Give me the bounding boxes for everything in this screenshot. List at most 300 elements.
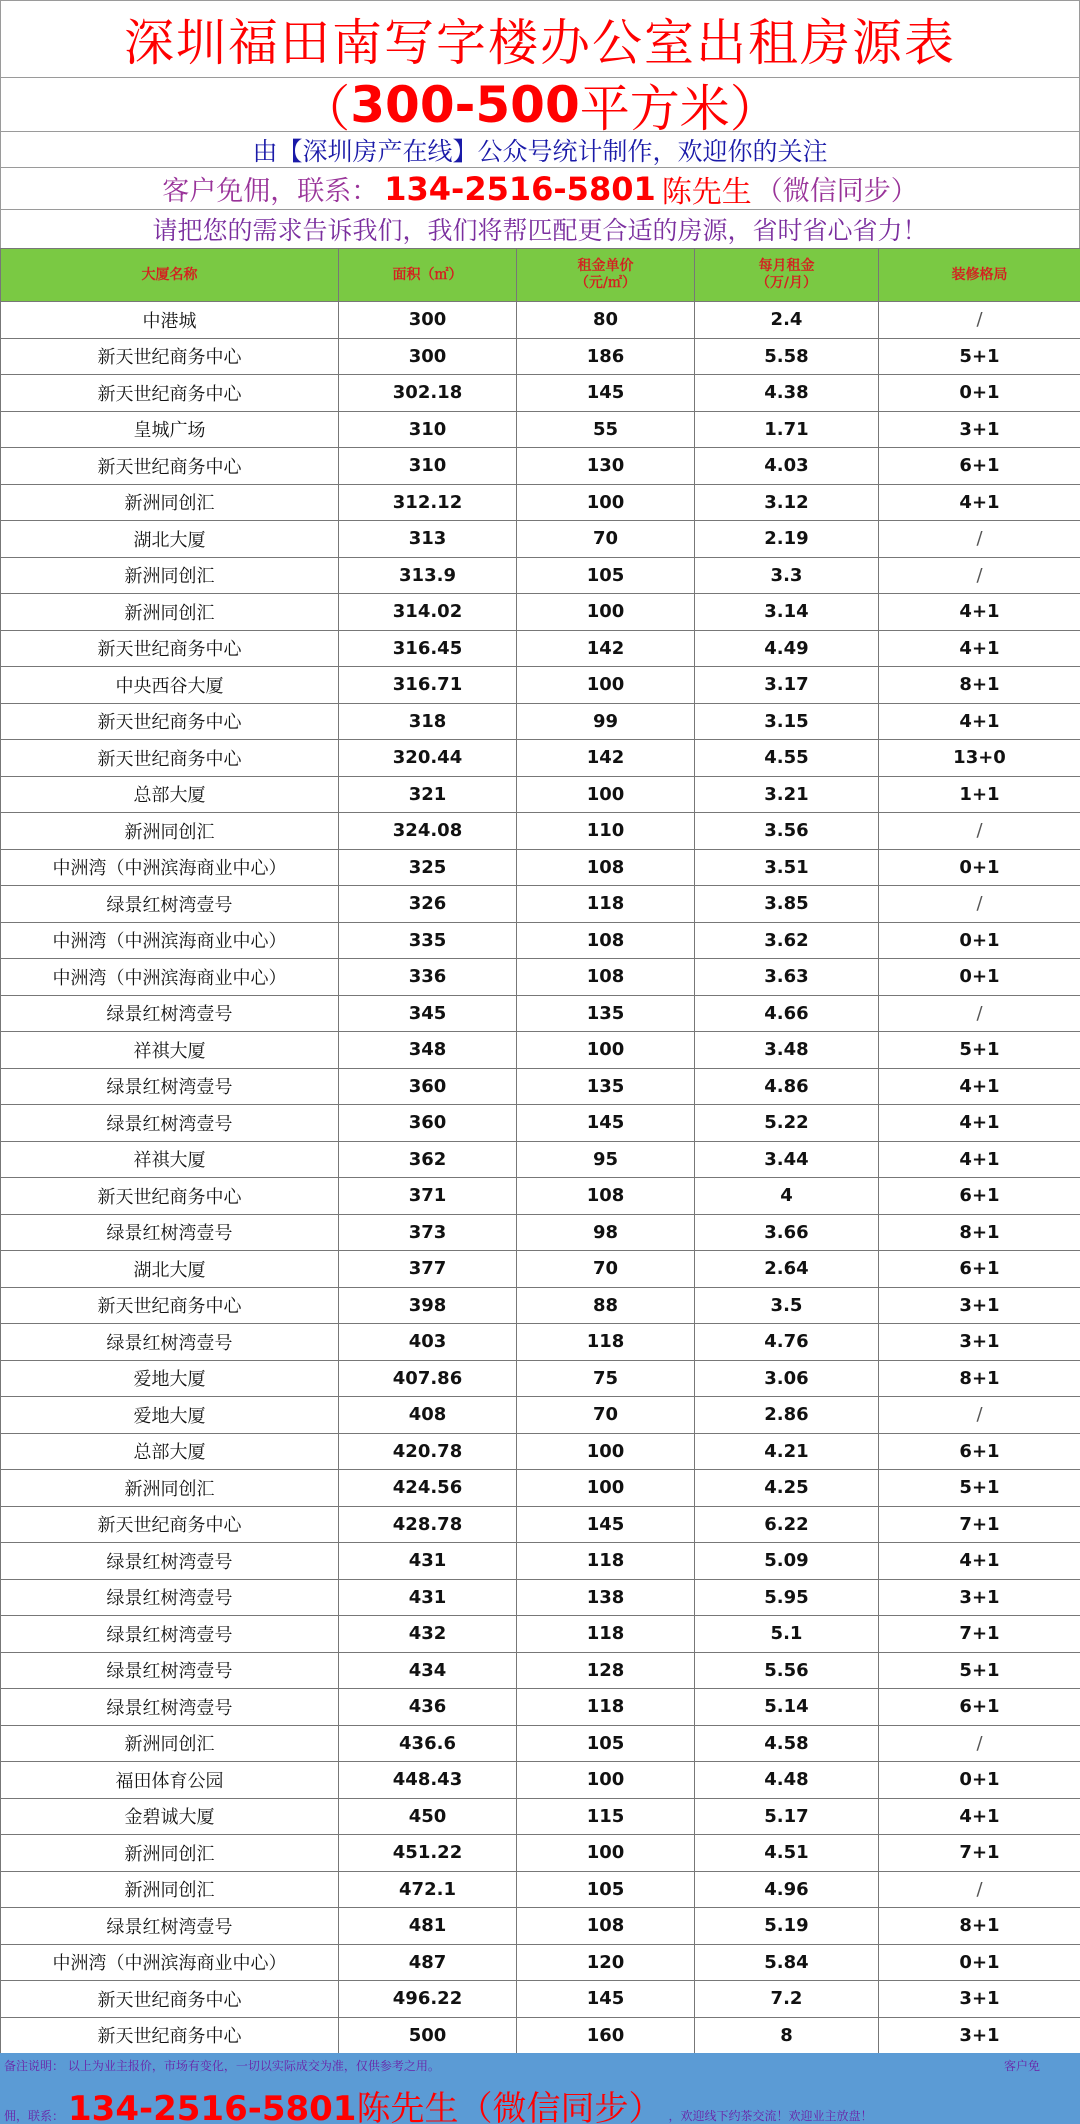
cell-unit-price: 142 — [517, 740, 695, 777]
cell-monthly-rent: 5.84 — [695, 1944, 879, 1981]
table-row — [1, 1798, 1080, 1835]
cell-unit-price: 145 — [517, 1105, 695, 1142]
cell-layout: 8+1 — [879, 1360, 1080, 1397]
cell-monthly-rent: 2.86 — [695, 1397, 879, 1434]
cell-area: 432 — [339, 1616, 517, 1653]
cell-area: 431 — [339, 1579, 517, 1616]
cell-area: 407.86 — [339, 1360, 517, 1397]
cell-building-name: 新天世纪商务中心 — [1, 630, 339, 667]
cell-monthly-rent: 3.48 — [695, 1032, 879, 1069]
table-row — [1, 922, 1080, 959]
footer-contact-line — [4, 2081, 872, 2124]
cell-monthly-rent: 5.95 — [695, 1579, 879, 1616]
cell-unit-price: 115 — [517, 1798, 695, 1835]
table-row — [1, 1324, 1080, 1361]
cell-monthly-rent: 5.56 — [695, 1652, 879, 1689]
col-header-price-line1: 租金单价 — [577, 258, 634, 274]
table-row — [1, 630, 1080, 667]
cell-area: 377 — [339, 1251, 517, 1288]
cell-unit-price: 100 — [517, 1835, 695, 1872]
cell-layout: 3+1 — [879, 411, 1080, 448]
cell-layout: 0+1 — [879, 375, 1080, 412]
cell-monthly-rent: 3.21 — [695, 776, 879, 813]
table-row — [1, 1360, 1080, 1397]
cell-building-name: 新天世纪商务中心 — [1, 448, 339, 485]
col-header-area-text: 面积（㎡） — [392, 266, 463, 283]
table-row — [1, 776, 1080, 813]
table-row — [1, 813, 1080, 850]
cell-layout: 7+1 — [879, 1506, 1080, 1543]
col-header-name-text: 大厦名称 — [141, 266, 198, 283]
cell-unit-price: 100 — [517, 1470, 695, 1507]
cell-monthly-rent: 3.56 — [695, 813, 879, 850]
cell-building-name: 新天世纪商务中心 — [1, 1506, 339, 1543]
cell-layout: 4+1 — [879, 1798, 1080, 1835]
col-header-area — [339, 249, 517, 302]
table-row — [1, 1762, 1080, 1799]
cell-unit-price: 142 — [517, 630, 695, 667]
cell-area: 320.44 — [339, 740, 517, 777]
table-row — [1, 1141, 1080, 1178]
cell-monthly-rent: 3.62 — [695, 922, 879, 959]
cell-area: 336 — [339, 959, 517, 996]
cell-monthly-rent: 5.1 — [695, 1616, 879, 1653]
col-header-price — [517, 249, 695, 302]
cell-unit-price: 110 — [517, 813, 695, 850]
cell-unit-price: 145 — [517, 1981, 695, 2018]
cell-layout: 4+1 — [879, 630, 1080, 667]
cell-layout: 3+1 — [879, 1981, 1080, 2018]
cell-area: 325 — [339, 849, 517, 886]
cell-layout: 6+1 — [879, 448, 1080, 485]
cell-monthly-rent: 5.19 — [695, 1908, 879, 1945]
cell-building-name: 绿景红树湾壹号 — [1, 1616, 339, 1653]
cell-monthly-rent: 5.58 — [695, 338, 879, 375]
contact-line — [0, 168, 1080, 210]
cell-building-name: 绿景红树湾壹号 — [1, 1689, 339, 1726]
cell-layout: 4+1 — [879, 594, 1080, 631]
cell-area: 345 — [339, 995, 517, 1032]
cell-area: 316.45 — [339, 630, 517, 667]
cell-area: 434 — [339, 1652, 517, 1689]
table-row — [1, 1506, 1080, 1543]
cell-building-name: 金碧诚大厦 — [1, 1798, 339, 1835]
col-header-layout — [879, 249, 1080, 302]
cell-monthly-rent: 7.2 — [695, 1981, 879, 2018]
table-row — [1, 849, 1080, 886]
cell-monthly-rent: 3.17 — [695, 667, 879, 704]
cell-area: 450 — [339, 1798, 517, 1835]
cell-unit-price: 118 — [517, 1616, 695, 1653]
cell-monthly-rent: 2.64 — [695, 1251, 879, 1288]
cell-unit-price: 55 — [517, 411, 695, 448]
cell-building-name: 祥祺大厦 — [1, 1141, 339, 1178]
cell-layout: / — [879, 557, 1080, 594]
area-range-title — [0, 78, 1080, 132]
table-row — [1, 1725, 1080, 1762]
cell-building-name: 绿景红树湾壹号 — [1, 1652, 339, 1689]
cell-building-name: 新天世纪商务中心 — [1, 338, 339, 375]
cell-monthly-rent: 4.76 — [695, 1324, 879, 1361]
table-row — [1, 411, 1080, 448]
cell-monthly-rent: 1.71 — [695, 411, 879, 448]
cell-unit-price: 88 — [517, 1287, 695, 1324]
cell-monthly-rent: 5.14 — [695, 1689, 879, 1726]
cell-unit-price: 160 — [517, 2017, 695, 2054]
cell-area: 321 — [339, 776, 517, 813]
table-row — [1, 1470, 1080, 1507]
cell-layout: 4+1 — [879, 703, 1080, 740]
footer-phone[interactable]: 134-2516-5801 — [68, 2089, 357, 2124]
table-row — [1, 1214, 1080, 1251]
footer-contact-suffix: ，欢迎线下约茶交流！欢迎业主放盘！ — [668, 2109, 873, 2123]
cell-unit-price: 118 — [517, 1543, 695, 1580]
cell-unit-price: 70 — [517, 1251, 695, 1288]
table-row — [1, 1944, 1080, 1981]
cell-building-name: 绿景红树湾壹号 — [1, 1324, 339, 1361]
cell-layout: 4+1 — [879, 484, 1080, 521]
cell-layout: 4+1 — [879, 1068, 1080, 1105]
table-row — [1, 667, 1080, 704]
cell-unit-price: 108 — [517, 922, 695, 959]
cell-building-name: 新洲同创汇 — [1, 1470, 339, 1507]
cell-area: 314.02 — [339, 594, 517, 631]
cell-layout: 3+1 — [879, 1579, 1080, 1616]
table-row — [1, 1287, 1080, 1324]
table-row — [1, 448, 1080, 485]
cell-unit-price: 99 — [517, 703, 695, 740]
cell-area: 300 — [339, 302, 517, 339]
col-header-rent-line1: 每月租金 — [758, 258, 815, 274]
cell-layout: 3+1 — [879, 2017, 1080, 2054]
cell-building-name: 爱地大厦 — [1, 1360, 339, 1397]
cell-layout: 5+1 — [879, 1032, 1080, 1069]
cell-unit-price: 98 — [517, 1214, 695, 1251]
cell-layout: / — [879, 813, 1080, 850]
cell-building-name: 新洲同创汇 — [1, 1871, 339, 1908]
cell-area: 371 — [339, 1178, 517, 1215]
cell-layout: 8+1 — [879, 1908, 1080, 1945]
table-row — [1, 521, 1080, 558]
cell-unit-price: 70 — [517, 1397, 695, 1434]
cell-building-name: 新天世纪商务中心 — [1, 1178, 339, 1215]
table-row — [1, 959, 1080, 996]
cell-unit-price: 105 — [517, 1871, 695, 1908]
table-row — [1, 1105, 1080, 1142]
page-title-text: 深圳福田南写字楼办公室出租房源表 — [124, 14, 956, 72]
cell-unit-price: 108 — [517, 1908, 695, 1945]
cell-building-name: 新天世纪商务中心 — [1, 1981, 339, 2018]
cell-layout: 6+1 — [879, 1251, 1080, 1288]
cell-building-name: 绿景红树湾壹号 — [1, 1068, 339, 1105]
cell-area: 324.08 — [339, 813, 517, 850]
cell-area: 310 — [339, 411, 517, 448]
cell-monthly-rent: 4.03 — [695, 448, 879, 485]
cell-area: 335 — [339, 922, 517, 959]
cell-monthly-rent: 3.3 — [695, 557, 879, 594]
cell-building-name: 中央西谷大厦 — [1, 667, 339, 704]
request-line — [0, 210, 1080, 248]
cell-area: 362 — [339, 1141, 517, 1178]
cell-building-name: 新天世纪商务中心 — [1, 740, 339, 777]
cell-area: 424.56 — [339, 1470, 517, 1507]
cell-monthly-rent: 4.25 — [695, 1470, 879, 1507]
cell-building-name: 新天世纪商务中心 — [1, 375, 339, 412]
cell-building-name: 新洲同创汇 — [1, 1835, 339, 1872]
cell-monthly-rent: 4.58 — [695, 1725, 879, 1762]
cell-monthly-rent: 2.4 — [695, 302, 879, 339]
cell-building-name: 总部大厦 — [1, 776, 339, 813]
footer-note-tail: 客户免 — [1003, 2059, 1040, 2073]
table-header-row — [1, 249, 1080, 302]
cell-layout: 4+1 — [879, 1543, 1080, 1580]
cell-monthly-rent: 3.12 — [695, 484, 879, 521]
cell-layout: 3+1 — [879, 1324, 1080, 1361]
cell-layout: 6+1 — [879, 1689, 1080, 1726]
cell-area: 312.12 — [339, 484, 517, 521]
col-header-name — [1, 249, 339, 302]
cell-layout: / — [879, 886, 1080, 923]
footer-contact-name: 陈先生（微信同步） — [356, 2089, 663, 2124]
cell-unit-price: 108 — [517, 959, 695, 996]
cell-layout: / — [879, 1725, 1080, 1762]
cell-building-name: 新洲同创汇 — [1, 1725, 339, 1762]
producer-line — [0, 132, 1080, 168]
cell-monthly-rent: 4 — [695, 1178, 879, 1215]
cell-layout: 0+1 — [879, 959, 1080, 996]
cell-monthly-rent: 3.06 — [695, 1360, 879, 1397]
cell-building-name: 绿景红树湾壹号 — [1, 1543, 339, 1580]
cell-building-name: 新天世纪商务中心 — [1, 703, 339, 740]
cell-monthly-rent: 2.19 — [695, 521, 879, 558]
cell-monthly-rent: 4.55 — [695, 740, 879, 777]
cell-building-name: 中洲湾（中洲滨海商业中心） — [1, 959, 339, 996]
cell-building-name: 中洲湾（中洲滨海商业中心） — [1, 849, 339, 886]
cell-building-name: 湖北大厦 — [1, 1251, 339, 1288]
cell-monthly-rent: 5.09 — [695, 1543, 879, 1580]
cell-building-name: 新洲同创汇 — [1, 557, 339, 594]
cell-area: 302.18 — [339, 375, 517, 412]
cell-unit-price: 145 — [517, 1506, 695, 1543]
footer-note: 备注说明： 以上为业主报价，市场有变化，一切以实际成交为准，仅供参考之用。 — [4, 2059, 440, 2073]
cell-unit-price: 118 — [517, 1324, 695, 1361]
table-row — [1, 1835, 1080, 1872]
cell-monthly-rent: 4.49 — [695, 630, 879, 667]
cell-area: 403 — [339, 1324, 517, 1361]
cell-unit-price: 100 — [517, 594, 695, 631]
cell-area: 431 — [339, 1543, 517, 1580]
cell-layout: 4+1 — [879, 1105, 1080, 1142]
cell-unit-price: 95 — [517, 1141, 695, 1178]
cell-monthly-rent: 5.17 — [695, 1798, 879, 1835]
cell-area: 316.71 — [339, 667, 517, 704]
col-header-layout-text: 装修格局 — [951, 266, 1008, 283]
table-row — [1, 2017, 1080, 2054]
cell-building-name: 绿景红树湾壹号 — [1, 1579, 339, 1616]
cell-building-name: 新天世纪商务中心 — [1, 1287, 339, 1324]
cell-area: 360 — [339, 1105, 517, 1142]
cell-layout: 13+0 — [879, 740, 1080, 777]
cell-unit-price: 138 — [517, 1579, 695, 1616]
cell-unit-price: 100 — [517, 1032, 695, 1069]
cell-monthly-rent: 3.85 — [695, 886, 879, 923]
cell-area: 420.78 — [339, 1433, 517, 1470]
cell-building-name: 福田体育公园 — [1, 1762, 339, 1799]
table-body — [1, 302, 1080, 2054]
contact-prefix: 客户免佣，联系： — [162, 176, 379, 207]
table-row — [1, 1689, 1080, 1726]
table-row — [1, 1433, 1080, 1470]
footer-contact-prefix: 佣，联系： — [4, 2109, 65, 2123]
table-row — [1, 1652, 1080, 1689]
listing-table — [0, 248, 1080, 2054]
cell-layout: 4+1 — [879, 1141, 1080, 1178]
cell-area: 428.78 — [339, 1506, 517, 1543]
table-row — [1, 1178, 1080, 1215]
cell-monthly-rent: 4.21 — [695, 1433, 879, 1470]
cell-building-name: 绿景红树湾壹号 — [1, 1105, 339, 1142]
area-range-value: 300-500 — [350, 78, 580, 132]
cell-monthly-rent: 4.96 — [695, 1871, 879, 1908]
cell-layout: / — [879, 302, 1080, 339]
table-row — [1, 1032, 1080, 1069]
cell-layout: 0+1 — [879, 1762, 1080, 1799]
cell-building-name: 爱地大厦 — [1, 1397, 339, 1434]
area-range-unit: 平方米） — [579, 79, 780, 132]
cell-building-name: 绿景红树湾壹号 — [1, 886, 339, 923]
col-header-rent-line2: （万/月） — [755, 275, 818, 291]
cell-area: 408 — [339, 1397, 517, 1434]
table-row — [1, 557, 1080, 594]
cell-unit-price: 130 — [517, 448, 695, 485]
contact-phone[interactable]: 134-2516-5801 — [384, 169, 656, 208]
table-row — [1, 1981, 1080, 2018]
cell-layout: / — [879, 1397, 1080, 1434]
footer-bar — [0, 2053, 1080, 2124]
cell-building-name: 新洲同创汇 — [1, 484, 339, 521]
cell-layout: 0+1 — [879, 922, 1080, 959]
cell-area: 360 — [339, 1068, 517, 1105]
table-row — [1, 740, 1080, 777]
cell-monthly-rent: 3.66 — [695, 1214, 879, 1251]
cell-unit-price: 100 — [517, 667, 695, 704]
cell-building-name: 中洲湾（中洲滨海商业中心） — [1, 1944, 339, 1981]
cell-area: 481 — [339, 1908, 517, 1945]
cell-layout: 5+1 — [879, 1652, 1080, 1689]
cell-unit-price: 108 — [517, 849, 695, 886]
cell-monthly-rent: 4.86 — [695, 1068, 879, 1105]
cell-monthly-rent: 3.5 — [695, 1287, 879, 1324]
cell-unit-price: 80 — [517, 302, 695, 339]
cell-monthly-rent: 3.63 — [695, 959, 879, 996]
cell-unit-price: 118 — [517, 886, 695, 923]
cell-building-name: 总部大厦 — [1, 1433, 339, 1470]
table-row — [1, 594, 1080, 631]
cell-area: 313 — [339, 521, 517, 558]
cell-unit-price: 135 — [517, 995, 695, 1032]
cell-building-name: 绿景红树湾壹号 — [1, 1908, 339, 1945]
table-row — [1, 1251, 1080, 1288]
table-row — [1, 484, 1080, 521]
table-row — [1, 1579, 1080, 1616]
cell-layout: 3+1 — [879, 1287, 1080, 1324]
cell-monthly-rent: 8 — [695, 2017, 879, 2054]
cell-unit-price: 105 — [517, 1725, 695, 1762]
table-row — [1, 1908, 1080, 1945]
cell-building-name: 祥祺大厦 — [1, 1032, 339, 1069]
table-row — [1, 1871, 1080, 1908]
area-range-open: （ — [300, 79, 351, 132]
table-row — [1, 1068, 1080, 1105]
cell-area: 326 — [339, 886, 517, 923]
cell-layout: / — [879, 1871, 1080, 1908]
page-title — [0, 0, 1080, 78]
cell-area: 318 — [339, 703, 517, 740]
cell-unit-price: 118 — [517, 1689, 695, 1726]
cell-building-name: 中洲湾（中洲滨海商业中心） — [1, 922, 339, 959]
cell-monthly-rent: 6.22 — [695, 1506, 879, 1543]
cell-unit-price: 100 — [517, 484, 695, 521]
producer-text: 由【深圳房产在线】公众号统计制作，欢迎你的关注 — [252, 136, 828, 166]
cell-unit-price: 120 — [517, 1944, 695, 1981]
table-row — [1, 375, 1080, 412]
cell-unit-price: 100 — [517, 1433, 695, 1470]
cell-building-name: 绿景红树湾壹号 — [1, 995, 339, 1032]
table-row — [1, 703, 1080, 740]
cell-monthly-rent: 4.38 — [695, 375, 879, 412]
cell-layout: 8+1 — [879, 1214, 1080, 1251]
cell-area: 451.22 — [339, 1835, 517, 1872]
cell-monthly-rent: 3.15 — [695, 703, 879, 740]
cell-monthly-rent: 3.44 — [695, 1141, 879, 1178]
table-row — [1, 886, 1080, 923]
cell-building-name: 新洲同创汇 — [1, 594, 339, 631]
cell-unit-price: 105 — [517, 557, 695, 594]
cell-layout: 0+1 — [879, 1944, 1080, 1981]
cell-area: 472.1 — [339, 1871, 517, 1908]
cell-layout: 6+1 — [879, 1178, 1080, 1215]
cell-layout: 7+1 — [879, 1616, 1080, 1653]
cell-building-name: 绿景红树湾壹号 — [1, 1214, 339, 1251]
cell-area: 496.22 — [339, 1981, 517, 2018]
cell-layout: 7+1 — [879, 1835, 1080, 1872]
cell-unit-price: 108 — [517, 1178, 695, 1215]
cell-layout: 6+1 — [879, 1433, 1080, 1470]
cell-unit-price: 75 — [517, 1360, 695, 1397]
cell-monthly-rent: 5.22 — [695, 1105, 879, 1142]
cell-building-name: 新天世纪商务中心 — [1, 2017, 339, 2054]
cell-area: 373 — [339, 1214, 517, 1251]
cell-unit-price: 135 — [517, 1068, 695, 1105]
cell-unit-price: 100 — [517, 776, 695, 813]
cell-building-name: 皇城广场 — [1, 411, 339, 448]
cell-area: 398 — [339, 1287, 517, 1324]
cell-monthly-rent: 4.66 — [695, 995, 879, 1032]
cell-monthly-rent: 3.14 — [695, 594, 879, 631]
cell-area: 313.9 — [339, 557, 517, 594]
cell-layout: / — [879, 995, 1080, 1032]
wechat-note: （微信同步） — [755, 176, 918, 207]
cell-building-name: 新洲同创汇 — [1, 813, 339, 850]
cell-layout: 5+1 — [879, 1470, 1080, 1507]
cell-unit-price: 100 — [517, 1762, 695, 1799]
col-header-rent — [695, 249, 879, 302]
cell-monthly-rent: 3.51 — [695, 849, 879, 886]
cell-area: 487 — [339, 1944, 517, 1981]
cell-monthly-rent: 4.51 — [695, 1835, 879, 1872]
cell-building-name: 中港城 — [1, 302, 339, 339]
cell-area: 310 — [339, 448, 517, 485]
